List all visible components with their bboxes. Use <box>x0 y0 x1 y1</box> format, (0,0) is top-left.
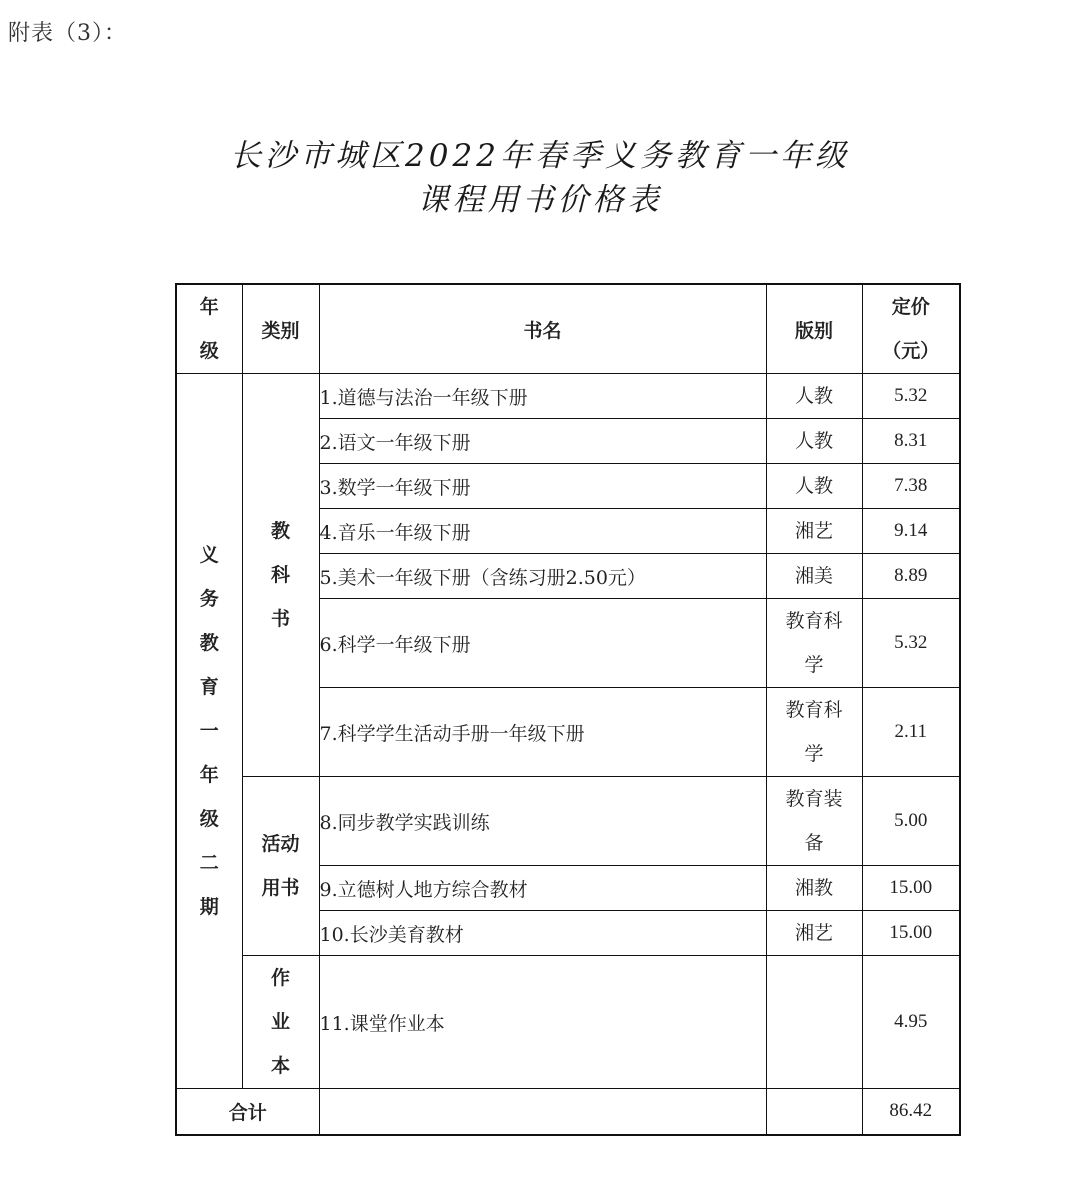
category-label: 教科书 <box>270 520 290 630</box>
table-row <box>176 374 960 419</box>
book-price: 5.32 <box>862 599 960 688</box>
header-book-name: 书名 <box>319 284 766 374</box>
book-edition: 湘艺 <box>766 509 862 554</box>
book-edition: 教育科学 <box>785 610 843 676</box>
header-grade-text: 年级 <box>199 296 219 362</box>
book-name: 4.音乐一年级下册 <box>319 509 766 554</box>
book-price: 9.14 <box>862 509 960 554</box>
total-value: 86.42 <box>862 1089 960 1135</box>
book-price: 8.31 <box>862 419 960 464</box>
book-name: 2.语文一年级下册 <box>319 419 766 464</box>
total-empty-edition <box>766 1089 862 1135</box>
book-edition: 人教 <box>766 374 862 419</box>
header-edition: 版别 <box>766 284 862 374</box>
book-price: 15.00 <box>862 866 960 911</box>
book-edition: 湘美 <box>766 554 862 599</box>
book-name: 8.同步教学实践训练 <box>319 777 766 866</box>
appendix-label: 附表（3）： <box>8 21 127 46</box>
price-table <box>175 283 961 1136</box>
book-edition: 湘教 <box>766 866 862 911</box>
book-name: 1.道德与法治一年级下册 <box>319 374 766 419</box>
document-title-line-1: 长沙市城区2022年春季义务教育一年级 <box>230 138 850 174</box>
table-row <box>176 777 960 866</box>
grade-value: 义务教育一年级二期 <box>199 544 219 918</box>
total-empty-name <box>319 1089 766 1135</box>
category-cell-textbooks <box>242 374 319 777</box>
header-price-text: 定价（元） <box>882 296 940 362</box>
book-edition: 湘艺 <box>766 911 862 956</box>
book-price: 5.32 <box>862 374 960 419</box>
book-edition <box>766 956 862 1089</box>
header-category: 类别 <box>242 284 319 374</box>
book-name: 10.长沙美育教材 <box>319 911 766 956</box>
book-price: 15.00 <box>862 911 960 956</box>
grade-cell <box>176 374 242 1089</box>
header-price <box>862 284 960 374</box>
book-price: 8.89 <box>862 554 960 599</box>
book-name: 7.科学学生活动手册一年级下册 <box>319 688 766 777</box>
category-label: 活动用书 <box>261 833 300 899</box>
book-price: 4.95 <box>862 956 960 1089</box>
book-edition: 教育科学 <box>785 699 843 765</box>
book-name: 5.美术一年级下册（含练习册2.50元） <box>319 554 766 599</box>
book-name: 11.课堂作业本 <box>319 956 766 1089</box>
book-price: 2.11 <box>862 688 960 777</box>
total-row <box>176 1089 960 1135</box>
category-cell-activity <box>242 777 319 956</box>
book-edition: 人教 <box>766 464 862 509</box>
header-grade <box>176 284 242 374</box>
category-label: 作业本 <box>270 967 290 1077</box>
book-name: 9.立德树人地方综合教材 <box>319 866 766 911</box>
book-price: 7.38 <box>862 464 960 509</box>
book-name: 6.科学一年级下册 <box>319 599 766 688</box>
document-title-line-2: 课程用书价格表 <box>417 182 663 218</box>
book-name: 3.数学一年级下册 <box>319 464 766 509</box>
book-edition: 人教 <box>766 419 862 464</box>
table-row <box>176 956 960 1089</box>
book-price: 5.00 <box>862 777 960 866</box>
book-edition: 教育装备 <box>785 788 843 854</box>
total-label: 合计 <box>176 1089 319 1135</box>
table-header-row <box>176 284 960 374</box>
category-cell-homework <box>242 956 319 1089</box>
